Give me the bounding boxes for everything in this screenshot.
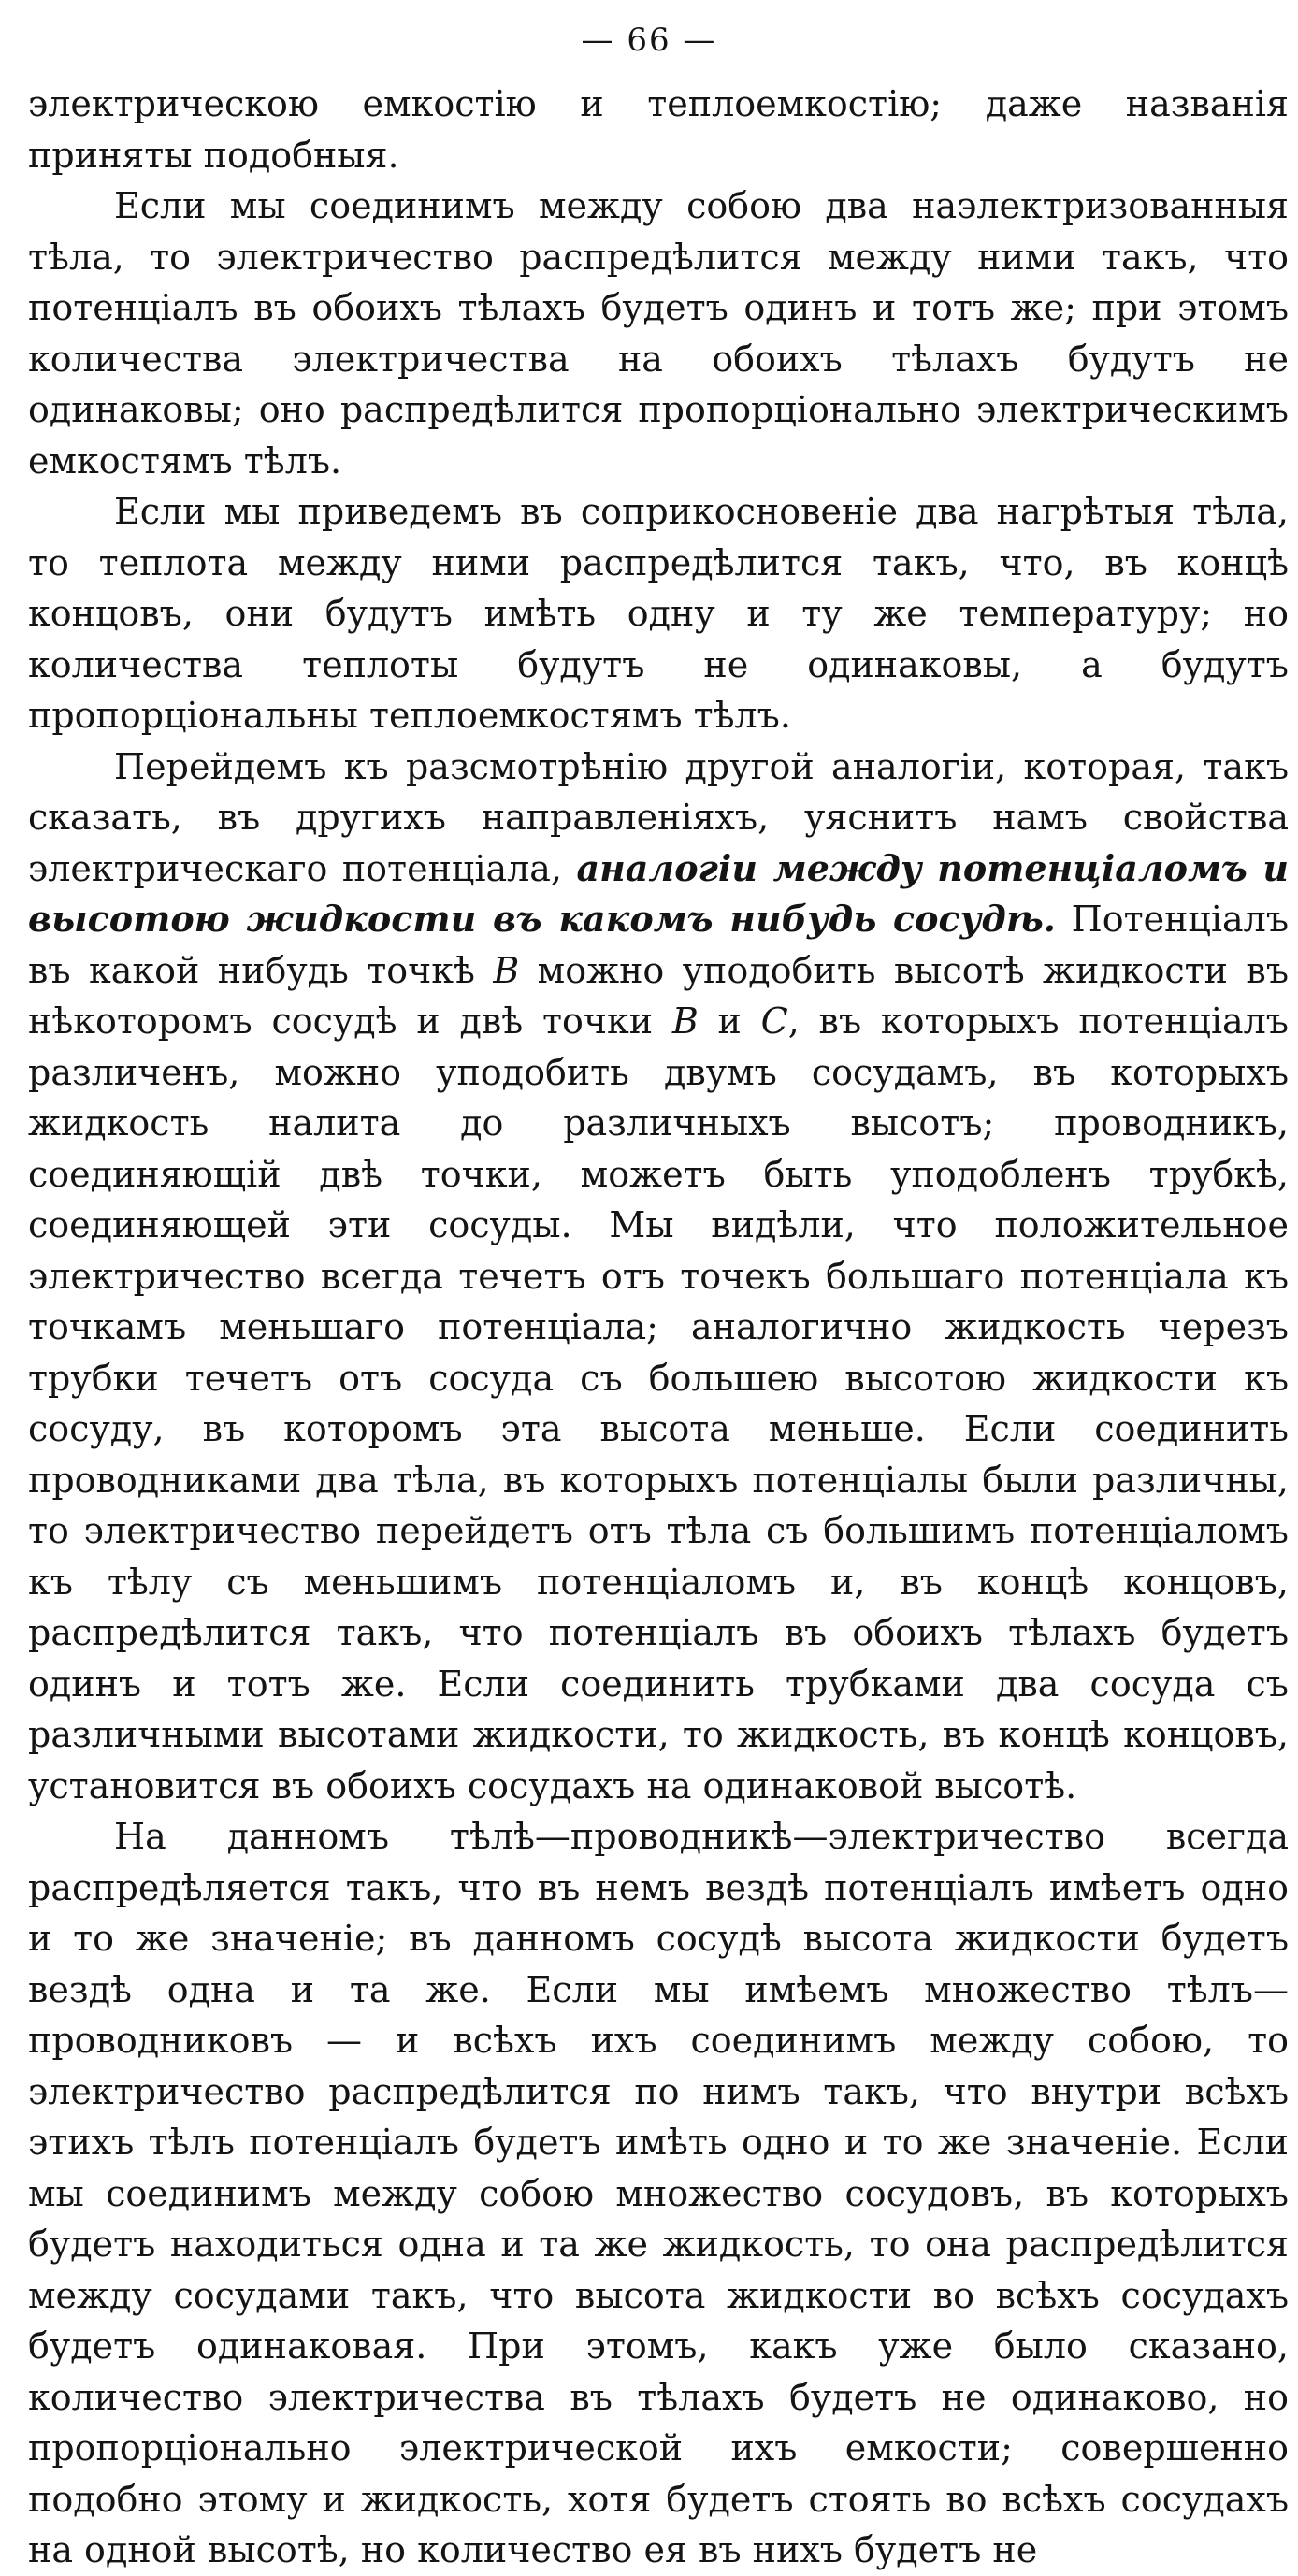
point-b-symbol-2: B <box>671 1000 699 1042</box>
point-b-symbol: B <box>493 949 520 991</box>
analogy-text-3: , въ которыхъ потенціалъ различенъ, можно уподобить двумъ сосудамъ, въ которыхъ жидкость налита до различныхъ высотъ; проводникъ, соединяющій двѣ точки, можетъ быть уподобленъ трубкѣ, соединяющей эти сосуды. Мы видѣли, что положительное электричество всегда течетъ отъ точекъ большаго потенціала къ точкамъ меньшаго потенціала; аналогично жидкость черезъ трубки течетъ отъ сосуда съ большею высотою жидкости къ сосуду, въ которомъ эта высота меньше. Если соединить проводниками два тѣла, въ которыхъ потенціалы были различны, то электричество перейдетъ отъ тѣла съ большимъ потенціаломъ къ тѣлу съ меньшимъ потенціаломъ и, въ концѣ концовъ, распредѣлится такъ, что потенціалъ въ обоихъ тѣлахъ будетъ одинъ и тотъ же. Если соединить трубками два сосуда съ различными высотами жидкости, то жидкость, въ концѣ концовъ, установится въ обоихъ сосудахъ на одинаковой высотѣ. <box>28 1000 1289 1806</box>
analogy-text-2: можно уподобить высотѣ жидкости въ нѣкоторомъ сосудѣ и двѣ точки <box>28 949 1289 1042</box>
page-number: — 66 — <box>581 22 717 59</box>
paragraph-electric-capacity: Если мы соединимъ между собою два наэлектризованныя тѣла, то электричество распредѣлится между ними такъ, что потенціалъ въ обоихъ тѣлахъ будетъ одинъ и тотъ же; при этомъ количества электричества на обоихъ тѣлахъ будутъ не одинаковы; оно распредѣлится пропорціонально электрическимъ емкостямъ тѣлъ. <box>28 185 1289 482</box>
paragraph-heat-capacity: Если мы приведемъ въ соприкосновеніе два нагрѣтыя тѣла, то теплота между ними распредѣлится такъ, что, въ концѣ концовъ, они будутъ имѣть одну и ту же температуру; но количества теплоты будутъ не одинаковы, а будутъ пропорціональны теплоемкостямъ тѣлъ. <box>28 491 1289 736</box>
point-c-symbol: C <box>760 1000 788 1042</box>
body-text <box>28 79 1289 2576</box>
analogy-conjunction: и <box>698 1000 761 1042</box>
paragraph-conductor-distribution: На данномъ тѣлѣ—проводникѣ—электричество всегда распредѣляется такъ, что въ немъ вездѣ потенціалъ имѣетъ одно и то же значеніе; въ данномъ сосудѣ высота жидкости будетъ вездѣ одна и та же. Если мы имѣемъ множество тѣлъ—проводниковъ — и всѣхъ ихъ соединимъ между собою, то электричество распредѣлится по нимъ такъ, что внутри всѣхъ этихъ тѣлъ потенціалъ будетъ имѣть одно и то же значеніе. Если мы соединимъ между собою множество сосудовъ, въ которыхъ будетъ находиться одна и та же жидкость, то она распредѣлится между сосудами такъ, что высота жидкости во всѣхъ сосудахъ будетъ одинаковая. При этомъ, какъ уже было сказано, количество электричества въ тѣлахъ будетъ не одинаково, но пропорціонально электрической ихъ емкости; совершенно подобно этому и жидкость, хотя будетъ стоять во всѣхъ сосудахъ на одной высотѣ, но количество ея въ нихъ будетъ не <box>28 1816 1289 2570</box>
analogy-emphasis: аналогіи между потенціаломъ и высотою жидкости въ какомъ нибудь сосудѣ. <box>28 846 1289 940</box>
analogy-text-1: Потенціалъ въ какой нибудь точкѣ <box>28 899 1289 991</box>
analogy-intro-text: Перейдемъ къ разсмотрѣнію другой аналогіи, которая, такъ сказать, въ другихъ направленіяхъ, уяснитъ намъ свойства электрическаго потенціала, <box>28 745 1289 889</box>
paragraph-continuation: электрическою емкостію и теплоемкостію; даже названія приняты подобныя. <box>28 83 1289 176</box>
paragraph-liquid-analogy <box>28 741 1289 1812</box>
